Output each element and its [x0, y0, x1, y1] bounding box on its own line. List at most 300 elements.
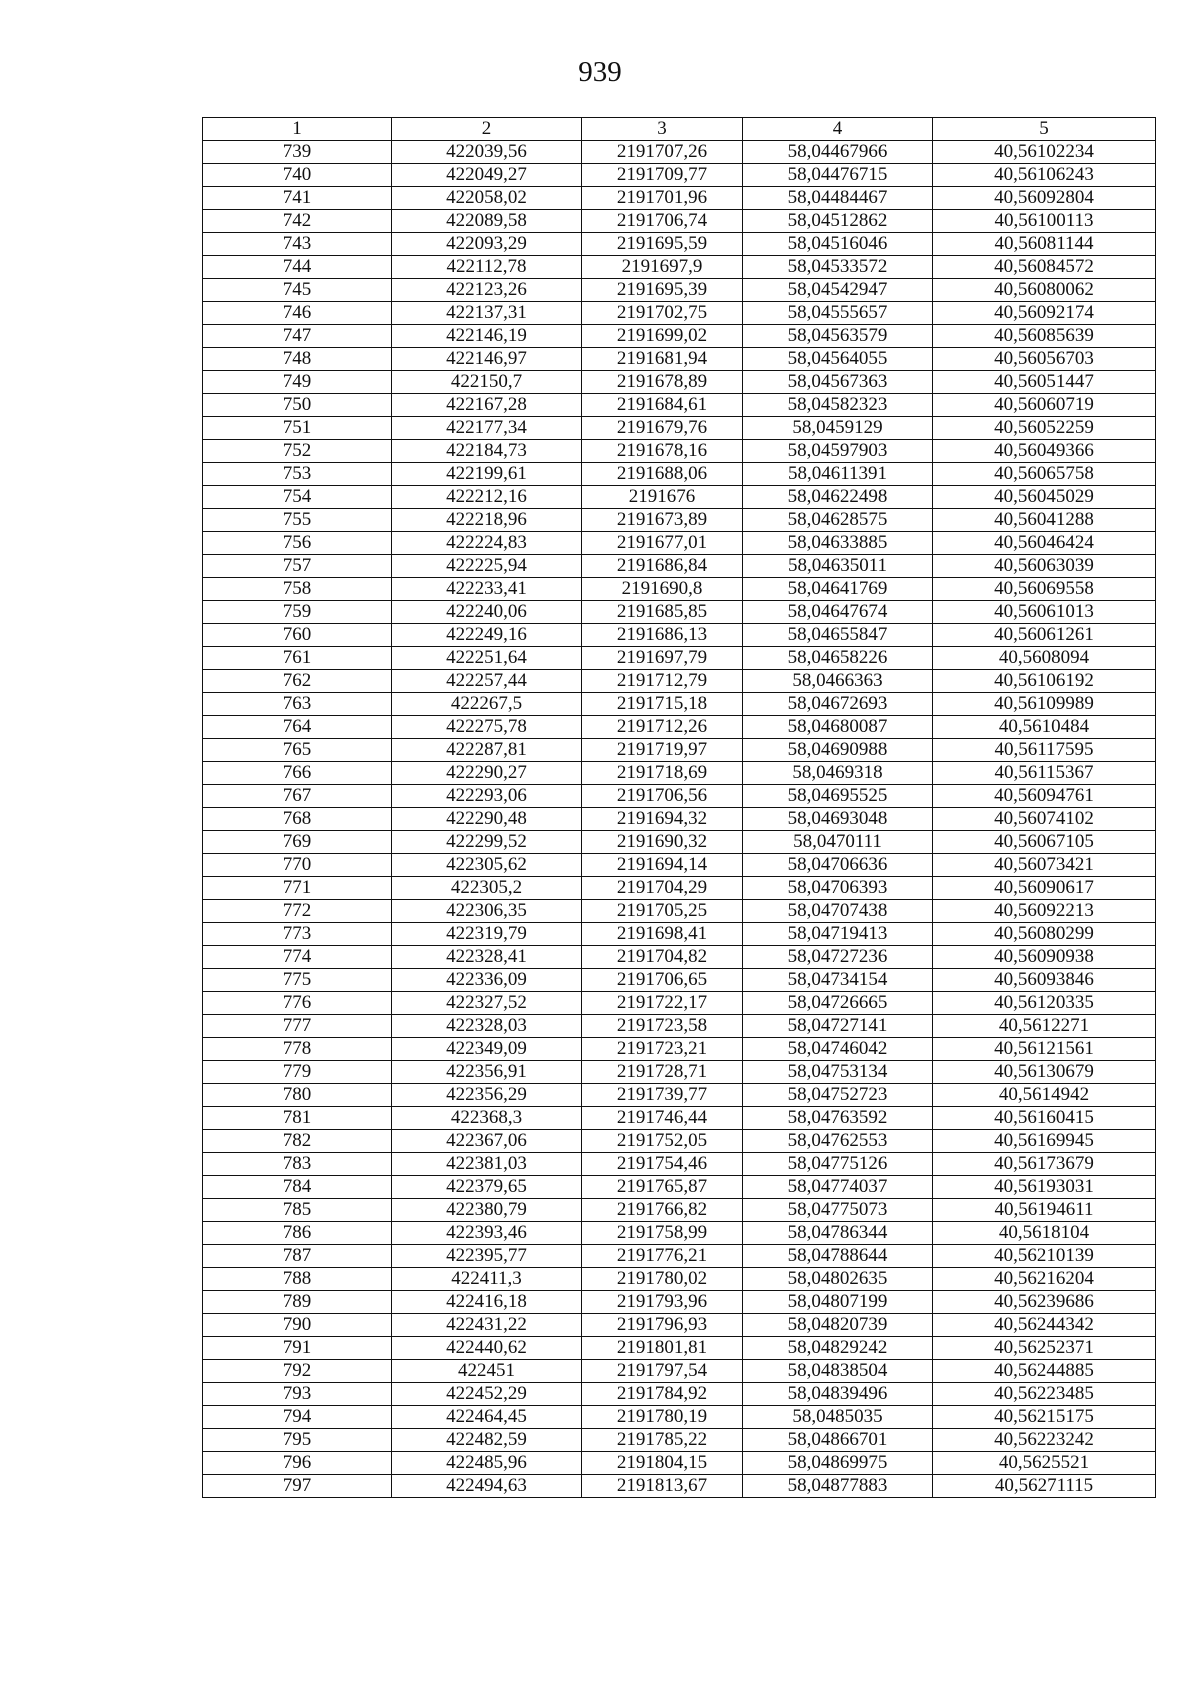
table-cell-col2: 422287,81: [392, 739, 582, 762]
table-cell-col3: 2191673,89: [582, 509, 743, 532]
table-cell-col3: 2191695,59: [582, 233, 743, 256]
table-cell-col1: 776: [203, 992, 392, 1015]
table-cell-col2: 422464,45: [392, 1406, 582, 1429]
table-cell-col1: 746: [203, 302, 392, 325]
table-cell-col3: 2191723,21: [582, 1038, 743, 1061]
table-cell-col3: 2191793,96: [582, 1291, 743, 1314]
table-cell-col4: 58,04839496: [743, 1383, 933, 1406]
table-cell-col3: 2191797,54: [582, 1360, 743, 1383]
table-cell-col1: 780: [203, 1084, 392, 1107]
table-cell-col3: 2191707,26: [582, 141, 743, 164]
table-cell-col4: 58,04467966: [743, 141, 933, 164]
header-cell-5: 5: [933, 118, 1156, 141]
table-cell-col1: 783: [203, 1153, 392, 1176]
table-cell-col5: 40,56102234: [933, 141, 1156, 164]
table-cell-col1: 791: [203, 1337, 392, 1360]
table-row: [203, 1130, 1156, 1153]
table-cell-col2: 422440,62: [392, 1337, 582, 1360]
table-cell-col4: 58,04597903: [743, 440, 933, 463]
table-cell-col2: 422494,63: [392, 1475, 582, 1498]
table-row: [203, 463, 1156, 486]
table-row: [203, 210, 1156, 233]
table-cell-col5: 40,56094761: [933, 785, 1156, 808]
table-cell-col3: 2191785,22: [582, 1429, 743, 1452]
table-cell-col3: 2191698,41: [582, 923, 743, 946]
table-cell-col1: 796: [203, 1452, 392, 1475]
table-cell-col4: 58,04866701: [743, 1429, 933, 1452]
table-row: [203, 877, 1156, 900]
table-cell-col5: 40,5625521: [933, 1452, 1156, 1475]
table-cell-col3: 2191752,05: [582, 1130, 743, 1153]
table-cell-col3: 2191723,58: [582, 1015, 743, 1038]
table-cell-col4: 58,04877883: [743, 1475, 933, 1498]
table-cell-col1: 797: [203, 1475, 392, 1498]
table-cell-col1: 763: [203, 693, 392, 716]
table-cell-col1: 761: [203, 647, 392, 670]
table-cell-col4: 58,04476715: [743, 164, 933, 187]
table-row: [203, 256, 1156, 279]
table-cell-col3: 2191694,14: [582, 854, 743, 877]
table-cell-col4: 58,04655847: [743, 624, 933, 647]
table-cell-col2: 422251,64: [392, 647, 582, 670]
table-cell-col2: 422327,52: [392, 992, 582, 1015]
table-row: [203, 555, 1156, 578]
table-cell-col5: 40,56061013: [933, 601, 1156, 624]
header-cell-4: 4: [743, 118, 933, 141]
table-cell-col1: 794: [203, 1406, 392, 1429]
table-cell-col5: 40,56193031: [933, 1176, 1156, 1199]
table-cell-col5: 40,56045029: [933, 486, 1156, 509]
table-cell-col3: 2191685,85: [582, 601, 743, 624]
table-cell-col2: 422089,58: [392, 210, 582, 233]
table-cell-col3: 2191694,32: [582, 808, 743, 831]
table-cell-col3: 2191678,16: [582, 440, 743, 463]
table-cell-col2: 422184,73: [392, 440, 582, 463]
table-cell-col2: 422093,29: [392, 233, 582, 256]
table-cell-col5: 40,56252371: [933, 1337, 1156, 1360]
table-row: [203, 1337, 1156, 1360]
table-cell-col3: 2191709,77: [582, 164, 743, 187]
table-cell-col1: 784: [203, 1176, 392, 1199]
table-cell-col2: 422275,78: [392, 716, 582, 739]
table-cell-col3: 2191766,82: [582, 1199, 743, 1222]
table-cell-col2: 422039,56: [392, 141, 582, 164]
table-row: [203, 1452, 1156, 1475]
table-row: [203, 532, 1156, 555]
table-cell-col2: 422267,5: [392, 693, 582, 716]
table-cell-col4: 58,0485035: [743, 1406, 933, 1429]
table-cell-col4: 58,04706636: [743, 854, 933, 877]
table-cell-col3: 2191704,82: [582, 946, 743, 969]
table-cell-col3: 2191705,25: [582, 900, 743, 923]
table-cell-col1: 777: [203, 1015, 392, 1038]
table-cell-col5: 40,56067105: [933, 831, 1156, 854]
table-cell-col3: 2191796,93: [582, 1314, 743, 1337]
table-row: [203, 325, 1156, 348]
table-cell-col2: 422305,62: [392, 854, 582, 877]
table-cell-col1: 768: [203, 808, 392, 831]
table-cell-col4: 58,04628575: [743, 509, 933, 532]
table-cell-col3: 2191746,44: [582, 1107, 743, 1130]
table-cell-col3: 2191690,32: [582, 831, 743, 854]
table-cell-col5: 40,56084572: [933, 256, 1156, 279]
table-cell-col5: 40,56244885: [933, 1360, 1156, 1383]
table-cell-col5: 40,56106243: [933, 164, 1156, 187]
table-cell-col2: 422356,91: [392, 1061, 582, 1084]
table-cell-col4: 58,0466363: [743, 670, 933, 693]
table-cell-col1: 772: [203, 900, 392, 923]
table-cell-col3: 2191722,17: [582, 992, 743, 1015]
table-cell-col4: 58,04802635: [743, 1268, 933, 1291]
table-cell-col4: 58,04706393: [743, 877, 933, 900]
table-cell-col4: 58,04567363: [743, 371, 933, 394]
table-cell-col5: 40,56271115: [933, 1475, 1156, 1498]
table-row: [203, 969, 1156, 992]
table-cell-col2: 422249,16: [392, 624, 582, 647]
table-cell-col5: 40,56081144: [933, 233, 1156, 256]
table-cell-col4: 58,04829242: [743, 1337, 933, 1360]
table-cell-col5: 40,56210139: [933, 1245, 1156, 1268]
table-cell-col3: 2191699,02: [582, 325, 743, 348]
table-cell-col3: 2191776,21: [582, 1245, 743, 1268]
table-cell-col4: 58,04734154: [743, 969, 933, 992]
table-cell-col3: 2191704,29: [582, 877, 743, 900]
table-cell-col5: 40,56216204: [933, 1268, 1156, 1291]
table-row: [203, 946, 1156, 969]
table-cell-col5: 40,56120335: [933, 992, 1156, 1015]
table-cell-col2: 422112,78: [392, 256, 582, 279]
table-row: [203, 992, 1156, 1015]
table-cell-col2: 422290,27: [392, 762, 582, 785]
table-cell-col4: 58,04763592: [743, 1107, 933, 1130]
table-row: [203, 785, 1156, 808]
table-cell-col5: 40,56223242: [933, 1429, 1156, 1452]
table-row: [203, 578, 1156, 601]
table-cell-col1: 741: [203, 187, 392, 210]
table-cell-col1: 785: [203, 1199, 392, 1222]
table-cell-col1: 764: [203, 716, 392, 739]
table-row: [203, 1061, 1156, 1084]
table-cell-col2: 422240,06: [392, 601, 582, 624]
table-row: [203, 440, 1156, 463]
table-cell-col4: 58,0469318: [743, 762, 933, 785]
table-cell-col1: 773: [203, 923, 392, 946]
table-cell-col1: 782: [203, 1130, 392, 1153]
table-cell-col1: 743: [203, 233, 392, 256]
table-cell-col2: 422150,7: [392, 371, 582, 394]
table-cell-col1: 779: [203, 1061, 392, 1084]
table-cell-col2: 422367,06: [392, 1130, 582, 1153]
table-cell-col2: 422336,09: [392, 969, 582, 992]
table-cell-col3: 2191697,79: [582, 647, 743, 670]
table-cell-col4: 58,04635011: [743, 555, 933, 578]
table-cell-col3: 2191765,87: [582, 1176, 743, 1199]
table-cell-col1: 749: [203, 371, 392, 394]
table-cell-col1: 795: [203, 1429, 392, 1452]
table-cell-col4: 58,04564055: [743, 348, 933, 371]
table-cell-col5: 40,56073421: [933, 854, 1156, 877]
table-cell-col3: 2191754,46: [582, 1153, 743, 1176]
table-cell-col4: 58,04516046: [743, 233, 933, 256]
table-cell-col4: 58,04869975: [743, 1452, 933, 1475]
table-row: [203, 279, 1156, 302]
table-cell-col1: 757: [203, 555, 392, 578]
table-cell-col5: 40,56061261: [933, 624, 1156, 647]
table-cell-col2: 422137,31: [392, 302, 582, 325]
table-cell-col4: 58,04727236: [743, 946, 933, 969]
table-cell-col3: 2191801,81: [582, 1337, 743, 1360]
table-cell-col2: 422199,61: [392, 463, 582, 486]
table-cell-col2: 422146,97: [392, 348, 582, 371]
table-row: [203, 1314, 1156, 1337]
table-cell-col3: 2191701,96: [582, 187, 743, 210]
table-cell-col1: 789: [203, 1291, 392, 1314]
table-cell-col4: 58,04484467: [743, 187, 933, 210]
table-cell-col5: 40,56085639: [933, 325, 1156, 348]
table-row: [203, 348, 1156, 371]
table-cell-col1: 778: [203, 1038, 392, 1061]
table-row: [203, 1406, 1156, 1429]
table-row: [203, 900, 1156, 923]
table-cell-col4: 58,0459129: [743, 417, 933, 440]
table-row: [203, 1015, 1156, 1038]
table-row: [203, 601, 1156, 624]
table-cell-col2: 422299,52: [392, 831, 582, 854]
table-cell-col3: 2191684,61: [582, 394, 743, 417]
table-row: [203, 1429, 1156, 1452]
table-cell-col3: 2191686,84: [582, 555, 743, 578]
table-cell-col2: 422451: [392, 1360, 582, 1383]
table-cell-col4: 58,04533572: [743, 256, 933, 279]
table-cell-col3: 2191706,74: [582, 210, 743, 233]
table-cell-col1: 742: [203, 210, 392, 233]
table-cell-col2: 422257,44: [392, 670, 582, 693]
header-cell-1: 1: [203, 118, 392, 141]
table-cell-col5: 40,56215175: [933, 1406, 1156, 1429]
table-cell-col1: 769: [203, 831, 392, 854]
table-cell-col3: 2191780,02: [582, 1268, 743, 1291]
table-cell-col5: 40,56069558: [933, 578, 1156, 601]
table-cell-col1: 788: [203, 1268, 392, 1291]
table-cell-col3: 2191702,75: [582, 302, 743, 325]
table-cell-col5: 40,56065758: [933, 463, 1156, 486]
table-cell-col1: 739: [203, 141, 392, 164]
table-row: [203, 417, 1156, 440]
table-cell-col1: 786: [203, 1222, 392, 1245]
table-cell-col2: 422485,96: [392, 1452, 582, 1475]
table-row: [203, 486, 1156, 509]
table-cell-col2: 422218,96: [392, 509, 582, 532]
table-cell-col5: 40,56092804: [933, 187, 1156, 210]
table-cell-col1: 745: [203, 279, 392, 302]
table-row: [203, 141, 1156, 164]
table-cell-col4: 58,04622498: [743, 486, 933, 509]
table-cell-col1: 747: [203, 325, 392, 348]
table-cell-col3: 2191686,13: [582, 624, 743, 647]
table-cell-col1: 759: [203, 601, 392, 624]
table-cell-col2: 422411,3: [392, 1268, 582, 1291]
table-cell-col4: 58,04582323: [743, 394, 933, 417]
table-cell-col5: 40,56052259: [933, 417, 1156, 440]
table-row: [203, 762, 1156, 785]
table-cell-col4: 58,04672693: [743, 693, 933, 716]
header-cell-2: 2: [392, 118, 582, 141]
table-cell-col4: 58,04719413: [743, 923, 933, 946]
table-cell-col1: 753: [203, 463, 392, 486]
table-cell-col4: 58,04775073: [743, 1199, 933, 1222]
table-cell-col1: 756: [203, 532, 392, 555]
table-row: [203, 1360, 1156, 1383]
table-cell-col2: 422233,41: [392, 578, 582, 601]
table-cell-col4: 58,04807199: [743, 1291, 933, 1314]
table-cell-col5: 40,56117595: [933, 739, 1156, 762]
table-row: [203, 716, 1156, 739]
table-cell-col5: 40,5608094: [933, 647, 1156, 670]
table-row: [203, 1383, 1156, 1406]
table-cell-col4: 58,04611391: [743, 463, 933, 486]
table-row: [203, 923, 1156, 946]
table-cell-col2: 422393,46: [392, 1222, 582, 1245]
table-cell-col1: 755: [203, 509, 392, 532]
table-row: [203, 1176, 1156, 1199]
table-cell-col2: 422416,18: [392, 1291, 582, 1314]
table-cell-col1: 750: [203, 394, 392, 417]
table-cell-col3: 2191712,79: [582, 670, 743, 693]
table-cell-col4: 58,04633885: [743, 532, 933, 555]
table-row: [203, 187, 1156, 210]
table-cell-col1: 751: [203, 417, 392, 440]
table-cell-col5: 40,56090938: [933, 946, 1156, 969]
table-cell-col4: 58,04753134: [743, 1061, 933, 1084]
table-cell-col5: 40,5610484: [933, 716, 1156, 739]
table-cell-col5: 40,56074102: [933, 808, 1156, 831]
table-cell-col1: 793: [203, 1383, 392, 1406]
table-cell-col2: 422379,65: [392, 1176, 582, 1199]
table-cell-col2: 422049,27: [392, 164, 582, 187]
table-cell-col5: 40,56244342: [933, 1314, 1156, 1337]
table-cell-col2: 422305,2: [392, 877, 582, 900]
table-cell-col3: 2191695,39: [582, 279, 743, 302]
table-cell-col4: 58,04762553: [743, 1130, 933, 1153]
table-cell-col1: 748: [203, 348, 392, 371]
table-cell-col5: 40,56092213: [933, 900, 1156, 923]
table-cell-col5: 40,56121561: [933, 1038, 1156, 1061]
table-cell-col2: 422380,79: [392, 1199, 582, 1222]
table-cell-col5: 40,56194611: [933, 1199, 1156, 1222]
table-cell-col5: 40,56093846: [933, 969, 1156, 992]
table-cell-col5: 40,5612271: [933, 1015, 1156, 1038]
table-row: [203, 1291, 1156, 1314]
table-cell-col4: 58,04726665: [743, 992, 933, 1015]
table-cell-col3: 2191715,18: [582, 693, 743, 716]
table-cell-col2: 422225,94: [392, 555, 582, 578]
table-cell-col3: 2191739,77: [582, 1084, 743, 1107]
table-cell-col2: 422306,35: [392, 900, 582, 923]
header-cell-3: 3: [582, 118, 743, 141]
table-cell-col2: 422177,34: [392, 417, 582, 440]
table-cell-col2: 422058,02: [392, 187, 582, 210]
table-cell-col1: 787: [203, 1245, 392, 1268]
table-cell-col3: 2191706,56: [582, 785, 743, 808]
table-header-row: [203, 118, 1156, 141]
table-cell-col1: 752: [203, 440, 392, 463]
table-cell-col4: 58,04690988: [743, 739, 933, 762]
table-cell-col1: 744: [203, 256, 392, 279]
table-row: [203, 394, 1156, 417]
table-cell-col3: 2191758,99: [582, 1222, 743, 1245]
table-cell-col2: 422368,3: [392, 1107, 582, 1130]
table-cell-col1: 766: [203, 762, 392, 785]
table-cell-col5: 40,56051447: [933, 371, 1156, 394]
table-cell-col4: 58,04641769: [743, 578, 933, 601]
table-cell-col3: 2191681,94: [582, 348, 743, 371]
table-cell-col4: 58,04752723: [743, 1084, 933, 1107]
table-cell-col5: 40,56080062: [933, 279, 1156, 302]
table-cell-col2: 422167,28: [392, 394, 582, 417]
table-cell-col2: 422356,29: [392, 1084, 582, 1107]
table-cell-col4: 58,04542947: [743, 279, 933, 302]
table-cell-col5: 40,56160415: [933, 1107, 1156, 1130]
table-cell-col4: 58,04786344: [743, 1222, 933, 1245]
table-cell-col1: 765: [203, 739, 392, 762]
table-cell-col3: 2191718,69: [582, 762, 743, 785]
table-cell-col2: 422123,26: [392, 279, 582, 302]
table-cell-col5: 40,56049366: [933, 440, 1156, 463]
table-cell-col1: 771: [203, 877, 392, 900]
table-cell-col1: 792: [203, 1360, 392, 1383]
table-cell-col3: 2191719,97: [582, 739, 743, 762]
table-cell-col4: 58,04775126: [743, 1153, 933, 1176]
table-cell-col5: 40,56109989: [933, 693, 1156, 716]
table-cell-col5: 40,56041288: [933, 509, 1156, 532]
coordinates-table: [202, 117, 1156, 1498]
table-cell-col5: 40,56106192: [933, 670, 1156, 693]
table-cell-col2: 422431,22: [392, 1314, 582, 1337]
table-row: [203, 1084, 1156, 1107]
table-cell-col4: 58,04555657: [743, 302, 933, 325]
table-cell-col1: 760: [203, 624, 392, 647]
table-cell-col2: 422381,03: [392, 1153, 582, 1176]
table-row: [203, 302, 1156, 325]
table-cell-col3: 2191676: [582, 486, 743, 509]
table-cell-col4: 58,04693048: [743, 808, 933, 831]
table-row: [203, 670, 1156, 693]
table-cell-col5: 40,56100113: [933, 210, 1156, 233]
table-cell-col5: 40,56080299: [933, 923, 1156, 946]
table-cell-col3: 2191697,9: [582, 256, 743, 279]
table-row: [203, 509, 1156, 532]
page-number: 939: [578, 56, 622, 88]
table-row: [203, 624, 1156, 647]
table-cell-col4: 58,04774037: [743, 1176, 933, 1199]
table-cell-col2: 422146,19: [392, 325, 582, 348]
table-cell-col4: 58,04658226: [743, 647, 933, 670]
table-row: [203, 1268, 1156, 1291]
table-cell-col4: 58,0470111: [743, 831, 933, 854]
table-cell-col1: 770: [203, 854, 392, 877]
table-cell-col3: 2191728,71: [582, 1061, 743, 1084]
table-cell-col1: 767: [203, 785, 392, 808]
table-cell-col1: 740: [203, 164, 392, 187]
table-cell-col1: 781: [203, 1107, 392, 1130]
table-cell-col4: 58,04647674: [743, 601, 933, 624]
table-body: [203, 141, 1156, 1498]
table-cell-col3: 2191678,89: [582, 371, 743, 394]
table-cell-col2: 422395,77: [392, 1245, 582, 1268]
table-cell-col5: 40,56092174: [933, 302, 1156, 325]
table-cell-col2: 422224,83: [392, 532, 582, 555]
table-cell-col5: 40,56239686: [933, 1291, 1156, 1314]
